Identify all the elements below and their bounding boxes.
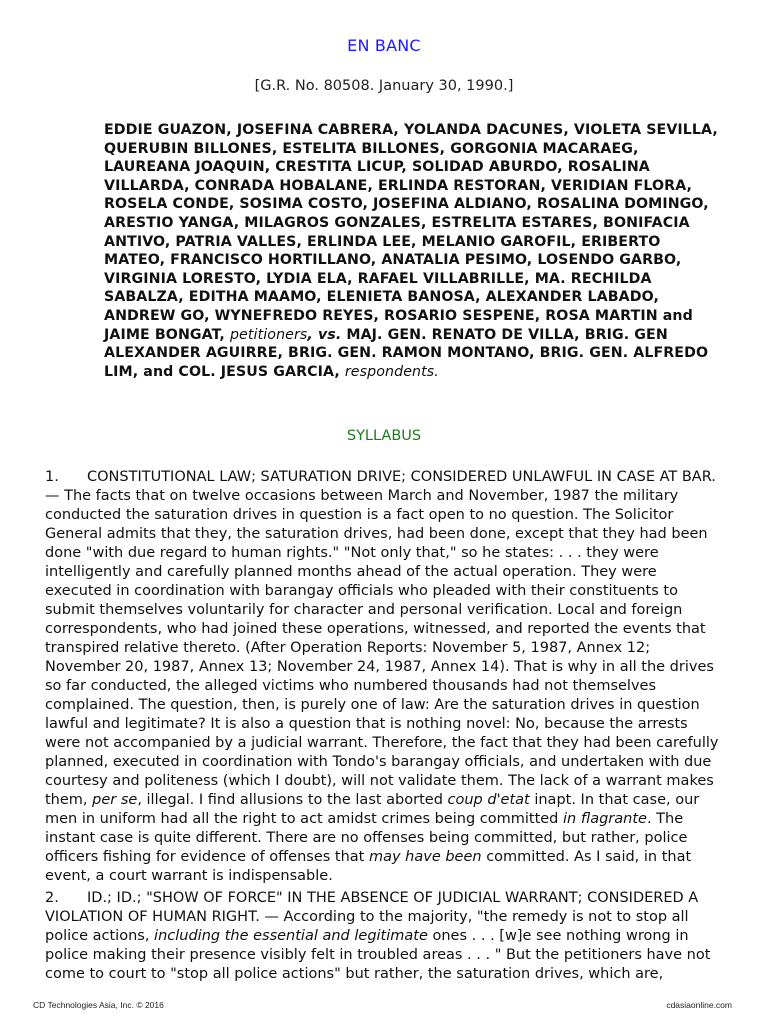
petitioners-names: EDDIE GUAZON, JOSEFINA CABRERA, YOLANDA DACUNES, VIOLETA SEVILLA, QUERUBIN BILLONES, ESTELITA BILLONES, GORGONIA MACARAEG, LAUREANA JOAQUIN, CRESTITA LICUP, SOLIDAD ABURDO, ROSALINA VILLARDA, CONRADA HOBALANE, ERLINDA RESTORAN, VERIDIAN FLORA, ROSELA CONDE, SOSIMA COSTO, JOSEFINA ALDIANO, ROSALINA DOMINGO, ARESTIO YANGA, MILAGROS GONZALES, ESTRELITA ESTARES, BONIFACIA ANTIVO, PATRIA VALLES, ERLINDA LEE, MELANIO GAROFIL, ERIBERTO MATEO, FRANCISCO HORTILLANO, ANATALIA PESIMO, LOSENDO GARBO, VIRGINIA LORESTO, LYDIA ELA, RAFAEL VILLABRILLE, MA. RECHILDA SABALZA, EDITHA MAAMO, ELENIETA BANOSA, ALEXANDER LABADO, ANDREW GO, WYNEFREDO REYES, ROSARIO SESPENE, ROSA MARTIN and JAIME BONGAT,	[104, 122, 718, 343]
paragraph-text: . The instant case is quite different. There are no offenses being committed, but rather, police officers fishing for evidence of offenses that	[45, 811, 688, 865]
footer-copyright: CD Technologies Asia, Inc. © 2016	[33, 1000, 164, 1010]
syllabus-heading: SYLLABUS	[346, 428, 422, 444]
paragraph-text: , illegal. I find allusions to the last aborted	[137, 792, 448, 808]
paragraph-number: 1.	[45, 469, 59, 485]
versus: , vs.	[307, 326, 342, 343]
paragraph-text: ones . . . [w]e see nothing wrong in police making their presence visibly felt in troubled areas . . . " But the petitioners have not come to court to "stop all police actions" but rather, the saturation drives, which are,	[45, 928, 711, 982]
italic-text: including the essential and legitimate	[154, 928, 428, 944]
italic-text: coup d'etat	[447, 792, 530, 808]
paragraph-text: committed. As I said, in that event, a court warrant is indispensable.	[45, 849, 692, 884]
syllabus-paragraph-2	[45, 889, 725, 984]
case-parties	[104, 121, 724, 381]
case-number: [G.R. No. 80508. January 30, 1990.]	[254, 78, 514, 94]
petitioners-label: petitioners	[229, 326, 308, 343]
footer-website: cdasiaonline.com	[666, 1000, 732, 1010]
court-division: EN BANC	[347, 36, 421, 55]
paragraph-text: CONSTITUTIONAL LAW; SATURATION DRIVE; CONSIDERED UNLAWFUL IN CASE AT BAR. — The facts that on twelve occasions between March and November, 1987 the military conducted the saturation drives in question is a fact open to no question. The Solicitor General admits that they, the saturation drives, had been done, except that they had been done "with due regard to human rights." "Not only that," so he states: . . . they were intelligently and carefully planned months ahead of the actual operation. They were executed in coordination with barangay officials who pleaded with their constituents to submit themselves voluntarily for character and personal verification. Local and foreign correspondents, who had joined these operations, witnessed, and reported the events that transpired relative thereto. (After Operation Reports: November 5, 1987, Annex 12; November 20, 1987, Annex 13; November 24, 1987, Annex 14). That is why in all the drives so far conducted, the alleged victims who numbered thousands had not themselves complained. The question, then, is purely one of law: Are the saturation drives in question lawful and legitimate? It is also a question that is nothing novel: No, because the arrests were not accompanied by a judicial warrant. Therefore, the fact that they had been carefully planned, executed in coordination with Tondo's barangay officials, and undertaken with due courtesy and politeness (which I doubt), will not validate them. The lack of a warrant makes them,	[45, 469, 719, 808]
respondents-names: MAJ. GEN. RENATO DE VILLA, BRIG. GEN ALEXANDER AGUIRRE, BRIG. GEN. RAMON MONTANO, BRIG. GEN. ALFREDO LIM, and COL. JESUS GARCIA,	[104, 326, 709, 380]
italic-text: may have been	[368, 849, 482, 865]
paragraph-text: ID.; ID.; "SHOW OF FORCE" IN THE ABSENCE OF JUDICIAL WARRANT; CONSIDERED A VIOLATION OF HUMAN RIGHT. — According to the majority, "the remedy is not to stop all police actions,	[45, 890, 699, 944]
respondents-label: respondents.	[344, 363, 439, 380]
italic-text: per se	[92, 792, 138, 808]
italic-text: in flagrante	[563, 811, 647, 827]
syllabus-paragraph-1	[45, 468, 725, 886]
paragraph-text: inapt. In that case, our men in uniform had all the right to act amidst crimes being committed	[45, 792, 700, 827]
paragraph-number: 2.	[45, 890, 59, 906]
